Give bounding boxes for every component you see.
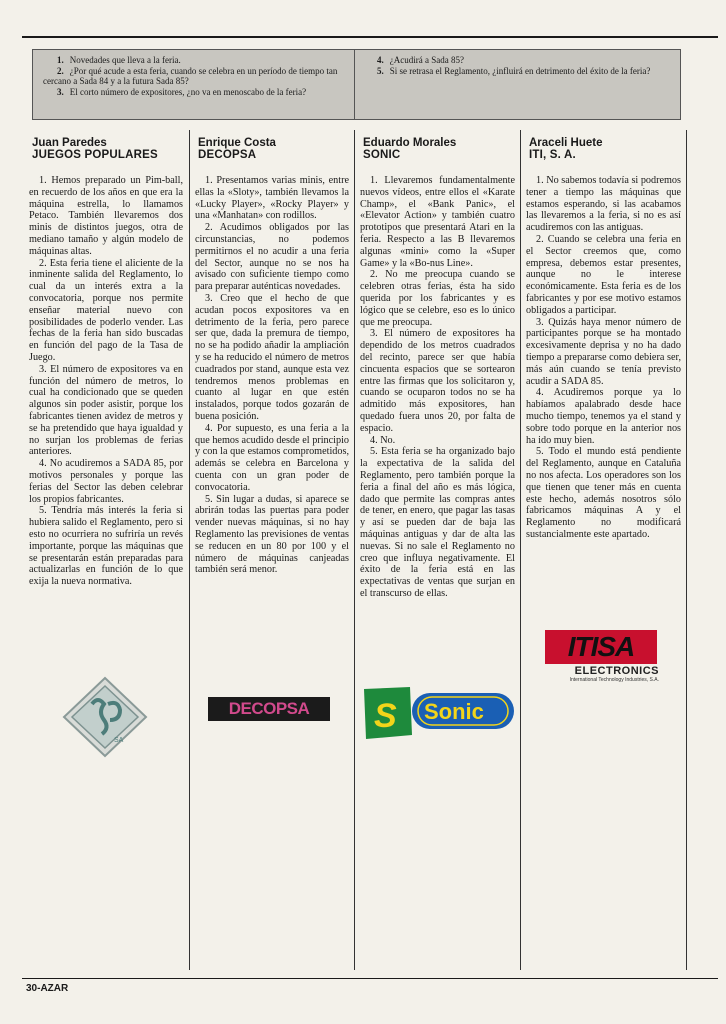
question-5: 5. Si se retrasa el Reglamento, ¿influirá en detrimento del éxito de la feria? bbox=[377, 65, 651, 76]
answer-paragraph: 2. Acudimos obligados por las circunstancias, no podemos permitirnos el no acudir a una feria del Sector, aunque no se nos ha avisado con suficiente tiempo como para preparar auténticas novedades. bbox=[195, 222, 349, 293]
answer-paragraph: 5. Sin lugar a dudas, si aparece se abrirán todas las puertas para poder vender nuevas máquinas, si no hay Reglamento las previsiones de ventas se reducen en un 80 por 100 y el número de máquinas canjeadas también será menor. bbox=[195, 493, 349, 576]
company-name: DECOPSA bbox=[198, 149, 257, 161]
interviewee-name: Eduardo Morales bbox=[363, 137, 457, 149]
sonic-logo bbox=[362, 685, 516, 741]
company-name: SONIC bbox=[363, 149, 401, 161]
answer-paragraph: 5. Todo el mundo está pendiente del Reglamento, aunque en Cataluña no nos afecta. Los operadores son los que tienen que tener más en cuenta este hecho, además nosotros sólo fabricamos máquinas A y el Reglamento no modificará sustancialmente este apartado. bbox=[526, 446, 681, 540]
answer-paragraph: 3. Creo que el hecho de que acudan pocos expositores va en detrimento de la feria, pero parece ser que, dada la premura de tiempo, no se ha podido añadir la ampliación y se ha reducido el número de metros cuadrados por stand, aunque esta vez tendremos menos problemas en cuanto al lugar en que estén instalados, porque todos gozarán de buena posición. bbox=[195, 292, 349, 422]
answer-paragraph: 3. Quizás haya menor número de participantes porque se ha montado excesivamente deprisa y no ha dado tiempo a prepararse como debiera ser, más aún cuando se tenía previsto acudir a SADA 85. bbox=[526, 316, 681, 387]
question-2: 2. ¿Por qué acude a esta feria, cuando se celebra en un período de tiempo tan cercano a Sada 84 y a la futura Sada 85? bbox=[43, 65, 338, 86]
itisa-logo-box bbox=[545, 630, 657, 664]
answer-paragraph: 2. Esta feria tiene el aliciente de la inminente salida del Reglamento, lo cual da un interés extra a la convocatoria, porque nos permite enseñar material nuevo con posibilidades de poderlo vender. Las fechas de la feria han sido buscadas en función del pago de la Tasa de Juego. bbox=[29, 257, 183, 363]
question-3: 3. El corto número de expositores, ¿no va en menoscabo de la feria? bbox=[57, 86, 307, 97]
juegos-logo-sub: SA bbox=[114, 737, 124, 744]
itisa-logo-sub: ELECTRONICS bbox=[574, 665, 659, 677]
itisa-logo-text: ITISA bbox=[567, 631, 635, 662]
juegos-populares-logo bbox=[62, 676, 148, 758]
answer-paragraph: 1. Llevaremos fundamentalmente nuevos vídeos, entre ellos el «Karate Champ», el «Bank Panic», el «Elevator Action» y también cuatro prototipos que presentará Atari en la feria. Respecto a las B llevaremos algunas «mini» como la «Super Game» y la «Bo-nus Line». bbox=[360, 175, 515, 269]
answer-paragraph: 4. No acudiremos a SADA 85, por motivos personales y porque las ferias del Sector las deben celebrar los propios fabricantes. bbox=[29, 458, 183, 505]
questions-right bbox=[355, 50, 680, 119]
questions-box bbox=[32, 49, 681, 120]
interview-column-juegos-populares bbox=[24, 130, 187, 970]
interviewee-name: Enrique Costa bbox=[198, 137, 276, 149]
questions-left bbox=[33, 50, 355, 119]
answer-paragraph: 3. El número de expositores va en función del número de metros, lo cual ha condicionado que se queden algunos sin poder asistir, porque los fabricantes tienen avidez de metros y se ha pretendido que haya igualdad y no surjan los problemas de ferias anteriores. bbox=[29, 363, 183, 458]
answer-paragraph: 2. No me preocupa cuando se celebren otras ferias, ésta ha sido querida por los fabricantes y es lógico que se celebre, eso es lo único que me preocupa. bbox=[360, 269, 515, 328]
itisa-logo-tagline: International Technology Industries, S.A. bbox=[569, 677, 659, 683]
company-name: ITI, S. A. bbox=[529, 149, 576, 161]
interviewee-name: Juan Paredes bbox=[32, 137, 107, 149]
decopsa-logo bbox=[208, 697, 330, 721]
answers-text bbox=[29, 175, 183, 588]
answer-paragraph: 1. Presentamos varias minis, entre ellas la «Sloty», también llevamos la «Lucky Player», «Rocky Player» y una «Manhatan» con rodillos. bbox=[195, 175, 349, 222]
question-4: 4. ¿Acudirá a Sada 85? bbox=[377, 55, 464, 65]
interviewee-name: Araceli Huete bbox=[529, 137, 603, 149]
company-name: JUEGOS POPULARES bbox=[32, 149, 158, 161]
answers-text bbox=[526, 175, 681, 541]
decopsa-logo-text: DECOPSA bbox=[228, 699, 310, 718]
answer-paragraph: 5. Esta feria se ha organizado bajo la expectativa de la salida del Reglamento, pero también porque la feria a final del año es más lógica, dado que permite las compras antes de tener, en enero, que pagar las tasas y así se pueden dar de baja las máquinas antiguas y dar de alta las nuevas. Si no sale el Reglamento no creo que influya negativamente. El éxito de la feria está en las expectativas de ventas que surjan en el transcurso de ellas. bbox=[360, 446, 515, 599]
interview-column-sonic bbox=[354, 130, 519, 970]
answer-paragraph: 2. Cuando se celebra una feria en el Sector creemos que, como empresa, debemos estar presentes, aunque no le interese económicamente. Esta feria es de los fabricantes y por ese motivo estamos obligados a participar. bbox=[526, 233, 681, 316]
answer-paragraph: 1. Hemos preparado un Pim-ball, en recuerdo de los años en que era la máquina estrella, lo llamamos Petaco. También llevaremos dos minis de distintos juegos, otra de mediano tamaño y algún modelo de máquinas altas. bbox=[29, 175, 183, 257]
interview-column-decopsa bbox=[189, 130, 353, 970]
column-divider bbox=[686, 130, 687, 970]
answer-paragraph: 1. No sabemos todavía si podremos tener a tiempo las máquinas que estamos esperando, si las acabamos las llevaremos a la feria, si no es así acudiremos con las antiguas. bbox=[526, 175, 681, 234]
answer-paragraph: 4. No. bbox=[370, 434, 396, 446]
answer-paragraph: 4. Por supuesto, es una feria a la que hemos acudido desde el principio y con la que estamos comprometidos, además se celebra en Barcelona y cuenta con un gran poder de convocatoria. bbox=[195, 422, 349, 493]
itisa-logo bbox=[545, 630, 659, 686]
answer-paragraph: 5. Tendría más interés la feria si hubiera salido el Reglamento, pero si esto no ocurriera no sufriría un revés importante, porque las máquinas que se presentarán están preparadas para actualizarlas en función de lo que exija la nueva normativa. bbox=[29, 505, 183, 588]
page-folio: 30-AZAR bbox=[26, 983, 69, 994]
answers-text bbox=[195, 175, 349, 576]
question-1: 1. Novedades que lleva a la feria. bbox=[57, 55, 181, 65]
answer-paragraph: 4. Acudiremos porque ya lo habíamos apalabrado desde hace mucho tiempo, tenemos ya el stand y sobre todo porque en la anterior nos ha ido muy bien. bbox=[526, 387, 681, 446]
sonic-logo-mark: S bbox=[374, 697, 397, 735]
sonic-logo-text: Sonic bbox=[424, 699, 484, 724]
interview-column-iti bbox=[520, 130, 685, 970]
answer-paragraph: 3. El número de expositores ha dependido de los metros cuadrados del recinto, parece ser que había cincuenta espacios que se sortearon entre las firmas que los solicitaron y, cuando se ocuparon todos no se ha admitido más expositores, han quedado fuera unos 20, por falta de espacio. bbox=[360, 328, 515, 434]
answers-text bbox=[360, 175, 515, 600]
